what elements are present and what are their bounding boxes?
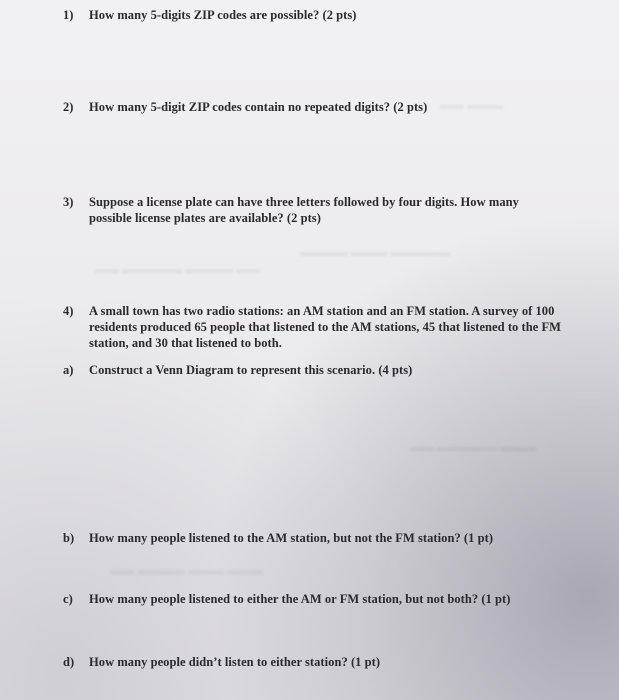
bleed-through-text: ▬▬ ▬▬▬ xyxy=(440,98,503,112)
question-text: station, and 30 that listened to both. xyxy=(89,336,282,350)
question-4a xyxy=(63,362,412,378)
question-text: How many 5-digit ZIP codes contain no repeated digits? (2 pts) xyxy=(89,100,428,114)
question-4 xyxy=(63,303,561,351)
question-number: 2) xyxy=(63,100,74,114)
bleed-through-text: ▬▬▬▬ ▬▬▬ ▬▬▬▬▬ xyxy=(300,245,450,259)
question-text: How many people listened to the AM station, but not the FM station? (1 pt) xyxy=(89,531,494,545)
question-4c xyxy=(63,591,510,607)
question-number: d) xyxy=(63,655,75,669)
question-4b xyxy=(63,530,493,546)
question-number: c) xyxy=(63,592,73,606)
question-number: 4) xyxy=(63,304,74,318)
question-text: Construct a Venn Diagram to represent this scenario. (4 pts) xyxy=(89,363,413,377)
question-3 xyxy=(63,194,519,226)
question-number: b) xyxy=(63,531,75,545)
bleed-through-text: ▬▬ ▬▬▬▬▬ ▬▬▬▬ ▬▬ xyxy=(95,262,260,276)
question-number: a) xyxy=(63,363,74,377)
question-text: How many people listened to either the AM or FM station, but not both? (1 pt) xyxy=(89,592,511,606)
question-text: How many people didn’t listen to either station? (1 pt) xyxy=(89,655,381,669)
question-text: A small town has two radio stations: an AM station and an FM station. A survey of 100 xyxy=(89,304,555,318)
question-text: How many 5-digits ZIP codes are possible? (2 pts) xyxy=(89,8,357,22)
bleed-through-text: ▬▬ ▬▬▬▬ ▬▬▬ ▬▬▬ xyxy=(110,563,263,577)
bleed-through-text: ▬▬ ▬▬▬▬▬ ▬▬▬ xyxy=(410,440,536,454)
question-2 xyxy=(63,99,427,115)
question-4d xyxy=(63,654,380,670)
question-number: 1) xyxy=(63,8,74,22)
question-text: possible license plates are available? (2 pts) xyxy=(89,211,321,225)
question-text: Suppose a license plate can have three letters followed by four digits. How many xyxy=(89,195,519,209)
question-text: residents produced 65 people that listened to the AM stations, 45 that listened to the FM xyxy=(89,320,562,334)
question-number: 3) xyxy=(63,195,74,209)
question-1 xyxy=(63,7,357,23)
